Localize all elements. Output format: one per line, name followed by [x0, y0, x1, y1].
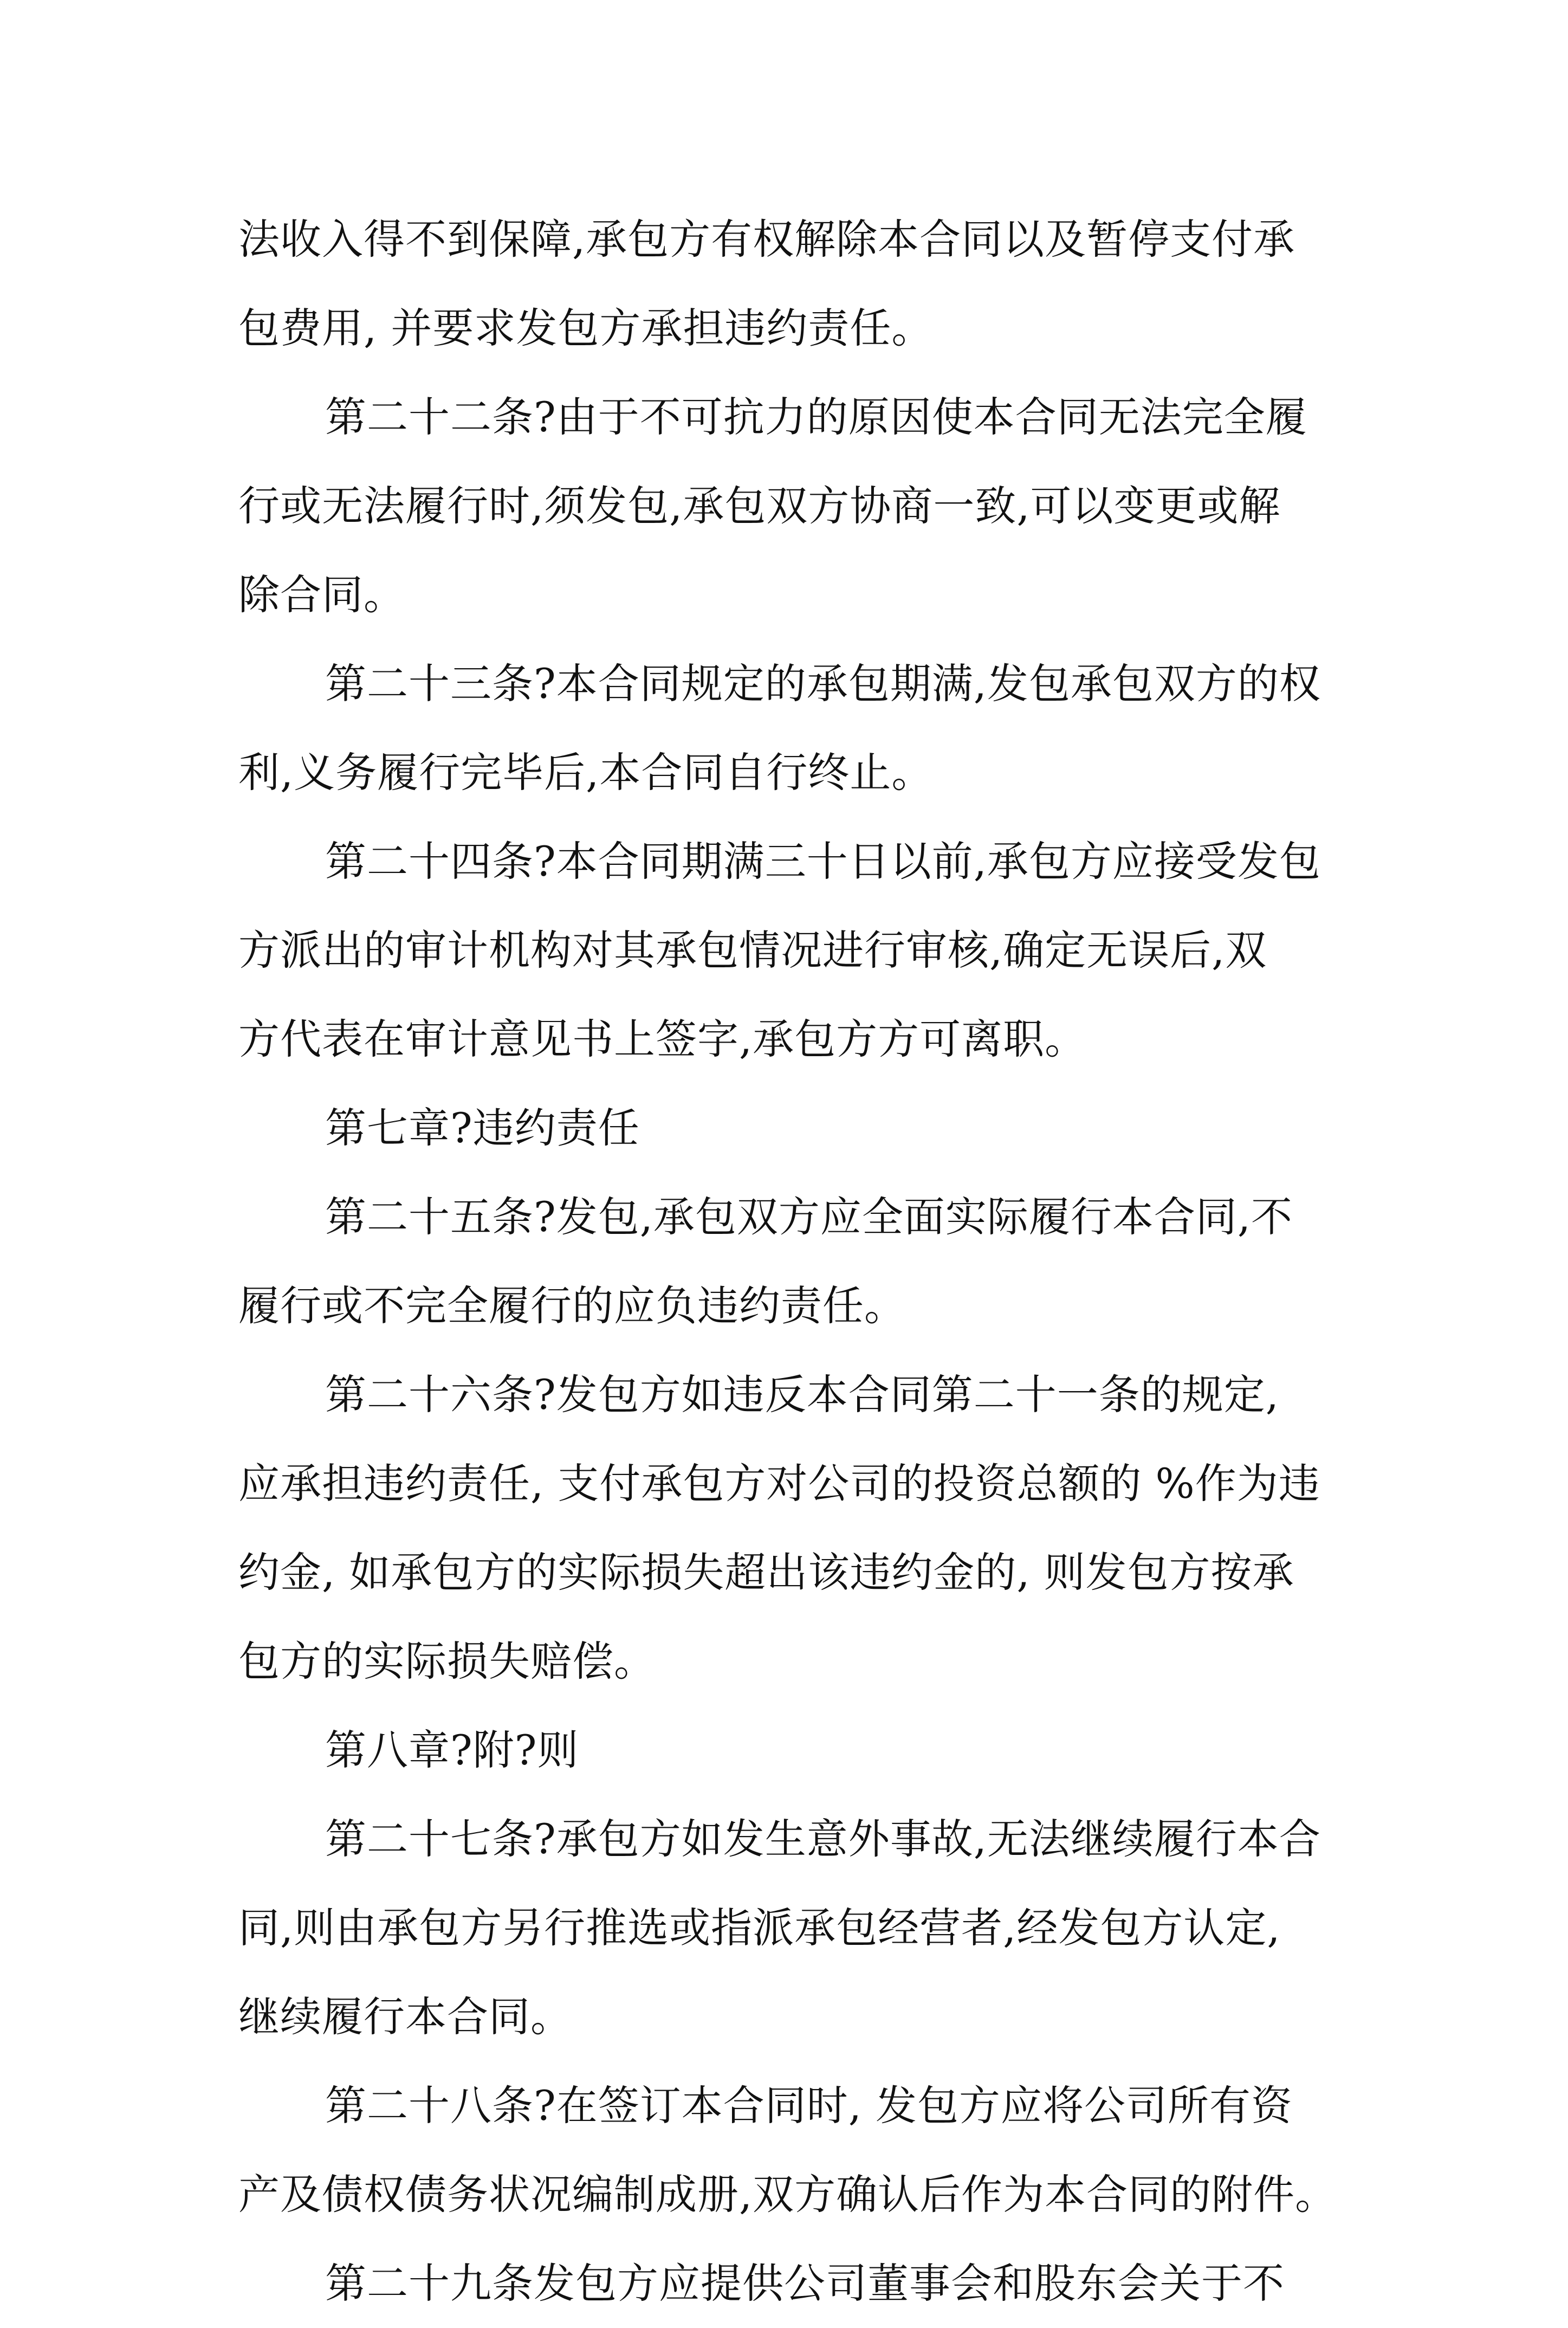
text-line: 方派出的审计机构对其承包情况进行审核,确定无误后,双 — [238, 926, 1267, 974]
text-line: 法收入得不到保障,承包方有权解除本合同以及暂停支付承 — [238, 215, 1295, 263]
article-24: 第二十四条?本合同期满三十日以前,承包方应接受发包 — [325, 837, 1321, 885]
chapter-8-heading: 第八章?附?则 — [325, 1726, 579, 1774]
text-line: 应承担违约责任, 支付承包方对公司的投资总额的 %作为违 — [238, 1459, 1320, 1508]
text-line: 继续履行本合同。 — [238, 1993, 572, 2041]
article-22: 第二十二条?由于不可抗力的原因使本合同无法完全履 — [325, 393, 1307, 441]
text-line: 除合同。 — [238, 571, 405, 619]
article-27: 第二十七条?承包方如发生意外事故,无法继续履行本合 — [325, 1815, 1321, 1863]
text-line: 约金, 如承包方的实际损失超出该违约金的, 则发包方按承 — [238, 1548, 1294, 1596]
text-line: 同,则由承包方另行推选或指派承包经营者,经发包方认定, — [238, 1904, 1281, 1952]
chapter-7-heading: 第七章?违约责任 — [325, 1104, 640, 1152]
article-29: 第二十九条发包方应提供公司董事会和股东会关于不 — [325, 2259, 1285, 2307]
text-line: 包方的实际损失赔偿。 — [238, 1637, 656, 1685]
article-26: 第二十六条?发包方如违反本合同第二十一条的规定, — [325, 1370, 1279, 1419]
article-28: 第二十八条?在签订本合同时, 发包方应将公司所有资 — [325, 2081, 1293, 2130]
text-line: 行或无法履行时,须发包,承包双方协商一致,可以变更或解 — [238, 482, 1281, 530]
contract-text — [238, 195, 1338, 2328]
text-line: 利,义务履行完毕后,本合同自行终止。 — [238, 748, 934, 797]
text-line: 包费用, 并要求发包方承担违约责任。 — [238, 304, 934, 352]
text-line: 产及债权债务状况编制成册,双方确认后作为本合同的附件。 — [238, 2170, 1337, 2219]
article-23: 第二十三条?本合同规定的承包期满,发包承包双方的权 — [325, 659, 1321, 708]
text-line: 履行或不完全履行的应负违约责任。 — [238, 1282, 906, 1330]
text-line: 方代表在审计意见书上签字,承包方方可离职。 — [238, 1015, 1087, 1063]
article-25: 第二十五条?发包,承包双方应全面实际履行本合同,不 — [325, 1193, 1293, 1241]
